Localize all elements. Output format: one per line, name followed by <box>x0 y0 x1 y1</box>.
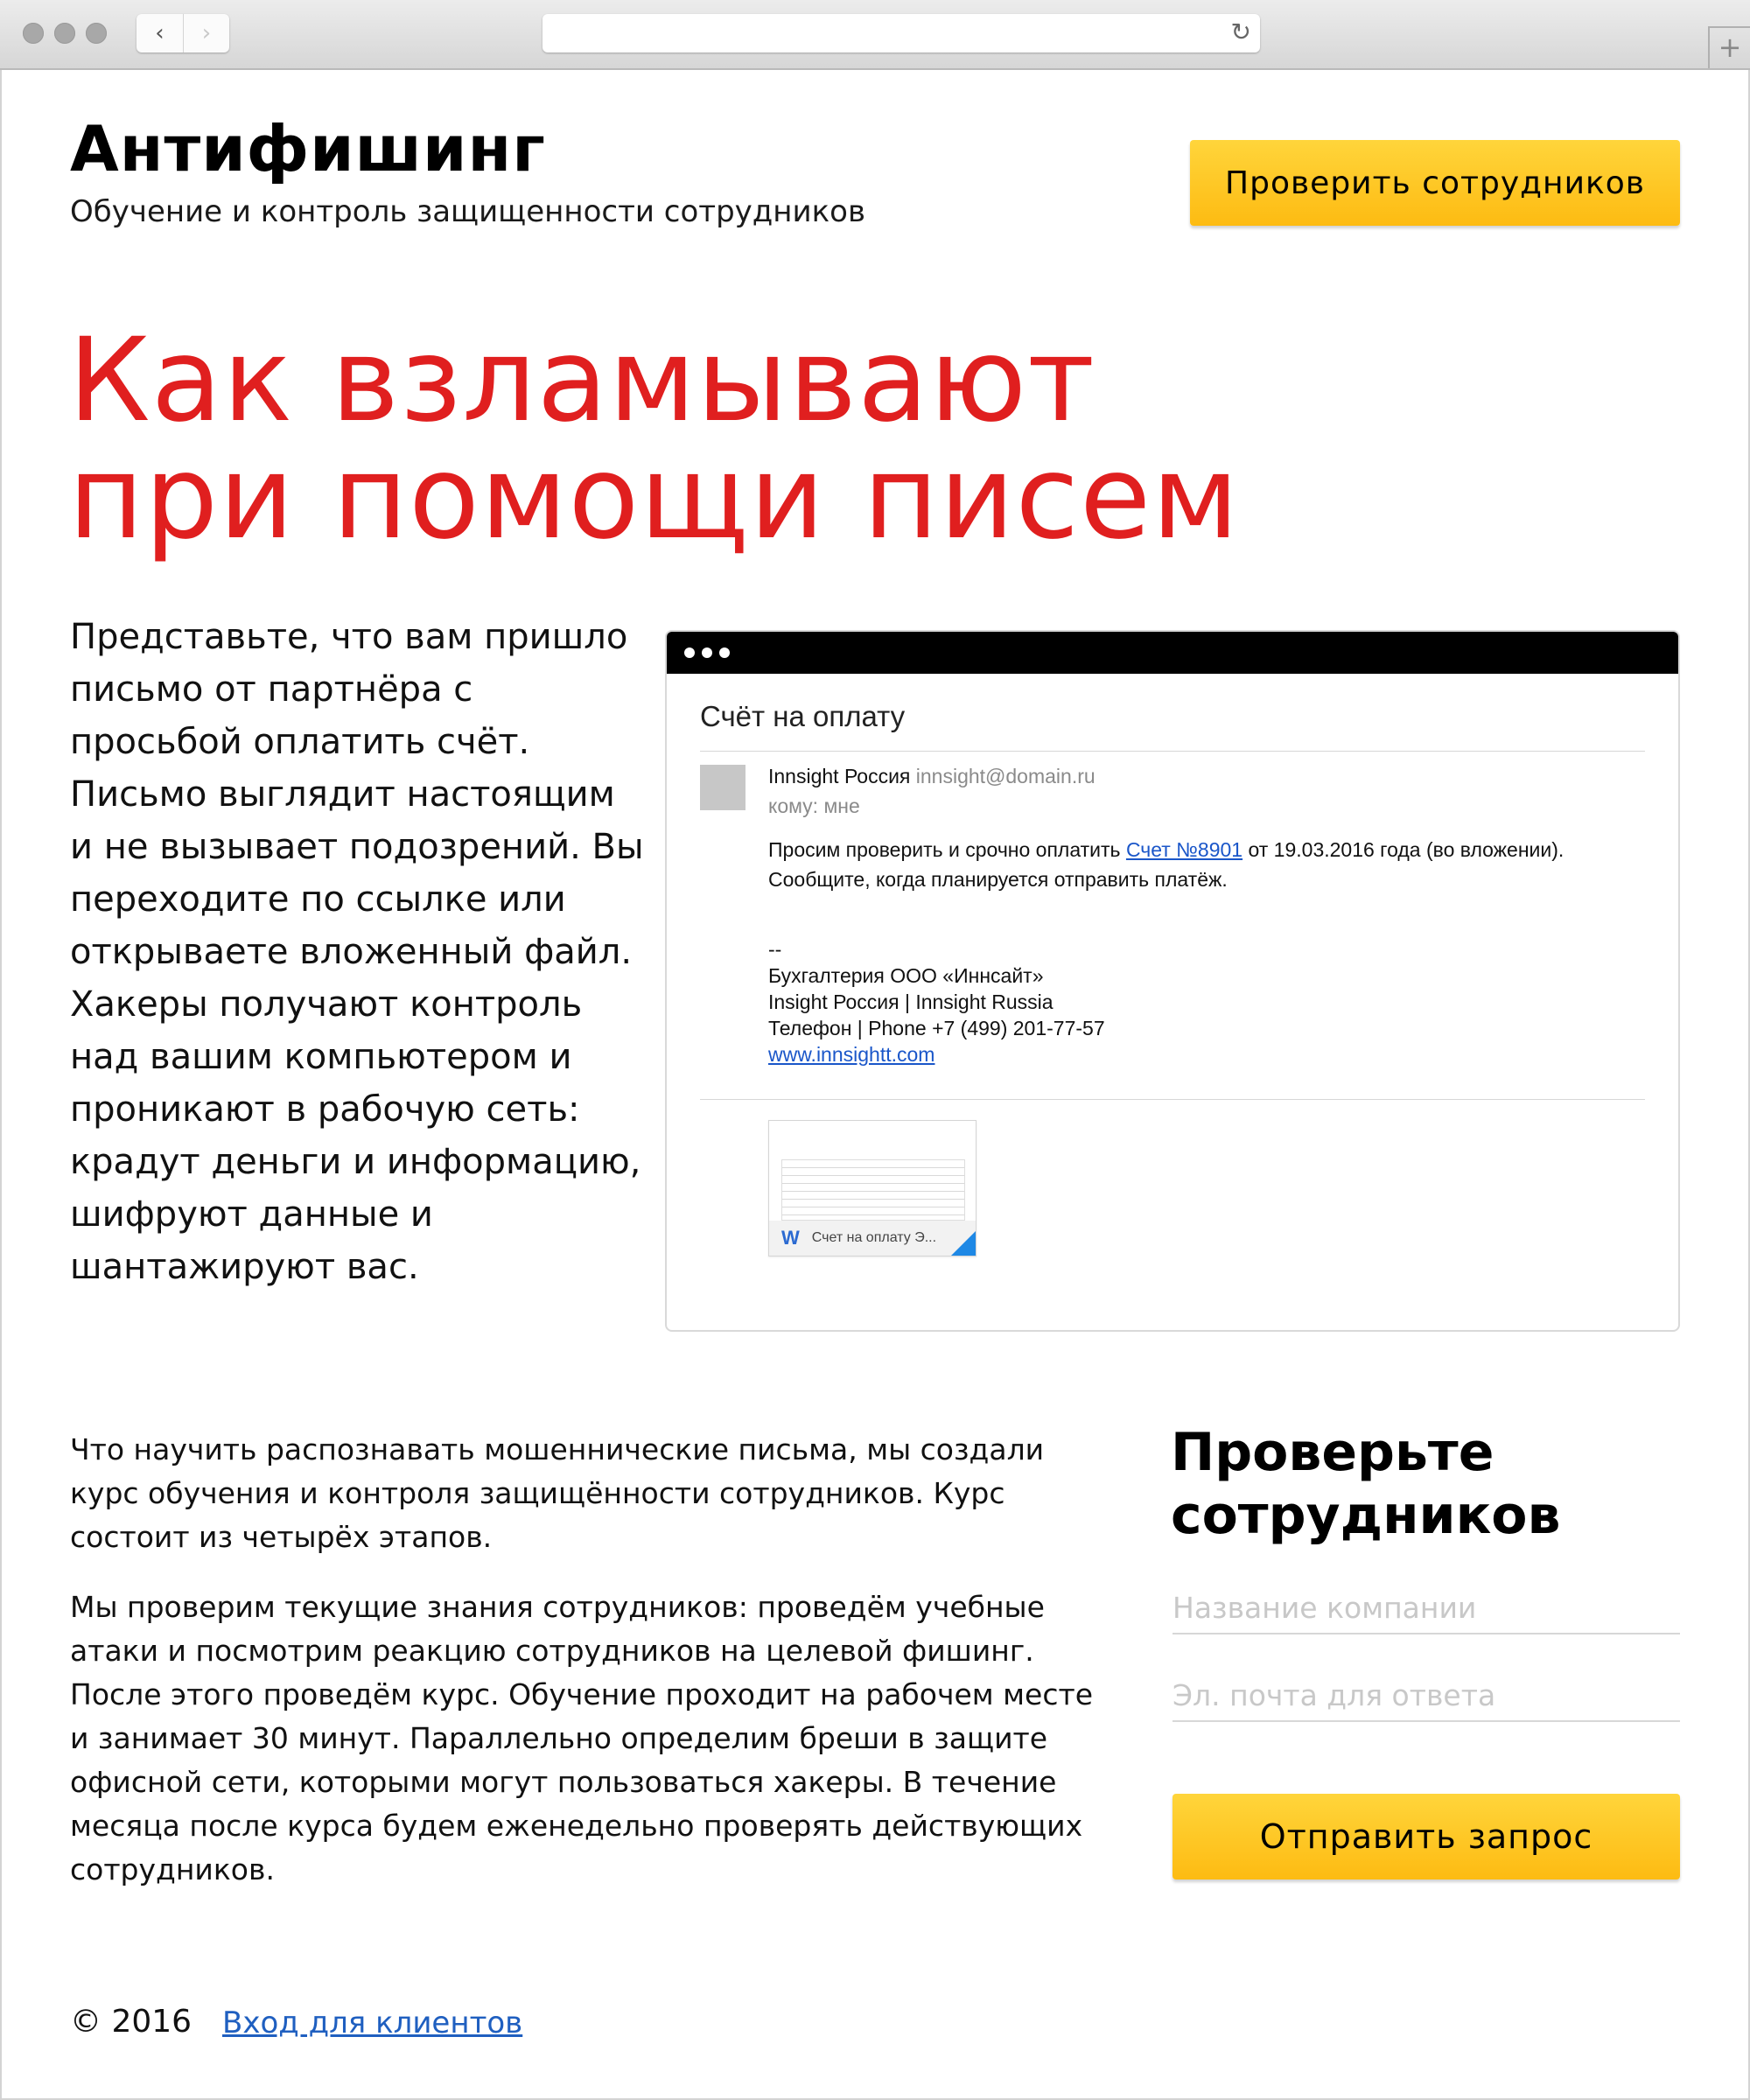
reply-email-input[interactable] <box>1172 1670 1680 1722</box>
sender-email: innsight@domain.ru <box>915 765 1096 788</box>
email-subject: Счёт на оплату <box>700 700 906 732</box>
divider <box>700 751 1645 752</box>
email-body-line-1 <box>768 838 1564 862</box>
sender-name: Innsight Россия <box>768 765 911 788</box>
form-title-line-1: Проверьте <box>1171 1422 1494 1483</box>
window-dot <box>702 648 712 658</box>
submit-request-button[interactable]: Отправить запрос <box>1172 1794 1680 1880</box>
hero-line-2: при помощи писем <box>68 430 1240 565</box>
signature-brand: Insight Россия | Innsight Russia <box>768 990 1054 1013</box>
email-preview <box>665 630 1680 1332</box>
word-doc-icon: W <box>781 1227 800 1249</box>
avatar <box>700 765 746 810</box>
divider <box>700 1099 1645 1100</box>
nav-buttons <box>136 14 229 52</box>
page-fold-icon <box>951 1231 976 1256</box>
email-recipient: кому: мне <box>768 794 860 817</box>
address-bar[interactable] <box>542 14 1260 52</box>
window-dot <box>684 648 695 658</box>
chevron-right-icon: › <box>201 20 212 46</box>
site-tagline: Обучение и контроль защищенности сотрудников <box>70 194 866 229</box>
new-tab-button[interactable] <box>1708 26 1750 68</box>
signature-site-link[interactable]: www.innsightt.com <box>768 1043 935 1066</box>
course-details-text: Мы проверим текущие знания сотрудников: проведём учебные атаки и посмотрим реакцию сотрудников на целевой фишинг. После этого проведём курс. Обучение проходит на рабочем месте и занимает 30 минут. Параллельно определим бреши в защите офисной сети, которыми могут пользоваться хакеры. В течение месяца после курса будем еженедельно проверять действующих сотрудников. <box>70 1590 1094 1886</box>
chevron-left-icon: ‹ <box>155 20 164 46</box>
form-title <box>1171 1421 1561 1547</box>
course-intro-text: Что научить распознавать мошеннические письма, мы создали курс обучения и контроля защищённости сотрудников. Курс состоит из четырёх этапов. <box>70 1432 1045 1554</box>
attachment[interactable] <box>768 1120 976 1256</box>
email-sender <box>768 765 1096 788</box>
copyright: © 2016 <box>70 2004 192 2040</box>
company-name-input[interactable] <box>1172 1582 1680 1634</box>
back-button[interactable] <box>136 14 183 52</box>
browser-toolbar <box>0 0 1750 70</box>
minimize-window-button[interactable] <box>54 23 75 44</box>
hero-heading <box>68 313 1240 565</box>
intro-text: Представьте, что вам пришло письмо от партнёра с просьбой оплатить счёт. Письмо выглядит настоящим и не вызывает подозрений. Вы переходите по ссылке или открываете вложенный файл. Хакеры получают контроль над вашим компьютером и проникают в рабочую сеть: крадут деньги и информацию, шифруют данные и шантажируют вас. <box>70 617 644 1287</box>
body-suffix: от 19.03.2016 года (во вложении). <box>1242 838 1564 861</box>
invoice-link[interactable]: Счет №8901 <box>1125 838 1243 861</box>
signature-company: Бухгалтерия ООО «Иннсайт» <box>768 964 1044 987</box>
attachment-footer <box>769 1221 976 1256</box>
attachment-name: Счет на оплату Э... <box>811 1230 937 1245</box>
window-dot <box>719 648 730 658</box>
reload-icon[interactable]: ↻ <box>1230 18 1251 46</box>
email-body-line-2: Сообщите, когда планируется отправить платёж. <box>768 868 1228 891</box>
email-window-bar <box>667 632 1678 674</box>
forward-button[interactable] <box>183 14 229 52</box>
zoom-window-button[interactable] <box>86 23 107 44</box>
form-title-line-2: сотрудников <box>1171 1485 1561 1546</box>
site-logo[interactable]: Антифишинг <box>70 112 546 186</box>
body-prefix: Просим проверить и срочно оплатить <box>768 838 1126 861</box>
close-window-button[interactable] <box>23 23 44 44</box>
attachment-preview <box>781 1159 965 1221</box>
signature-dash: -- <box>768 938 782 961</box>
plus-icon: + <box>1718 31 1742 64</box>
hero-line-1: Как взламывают <box>68 313 1096 448</box>
check-employees-button[interactable]: Проверить сотрудников <box>1190 140 1680 226</box>
signature-phone: Телефон | Phone +7 (499) 201-77-57 <box>768 1017 1105 1040</box>
client-login-link[interactable]: Вход для клиентов <box>222 2006 523 2040</box>
